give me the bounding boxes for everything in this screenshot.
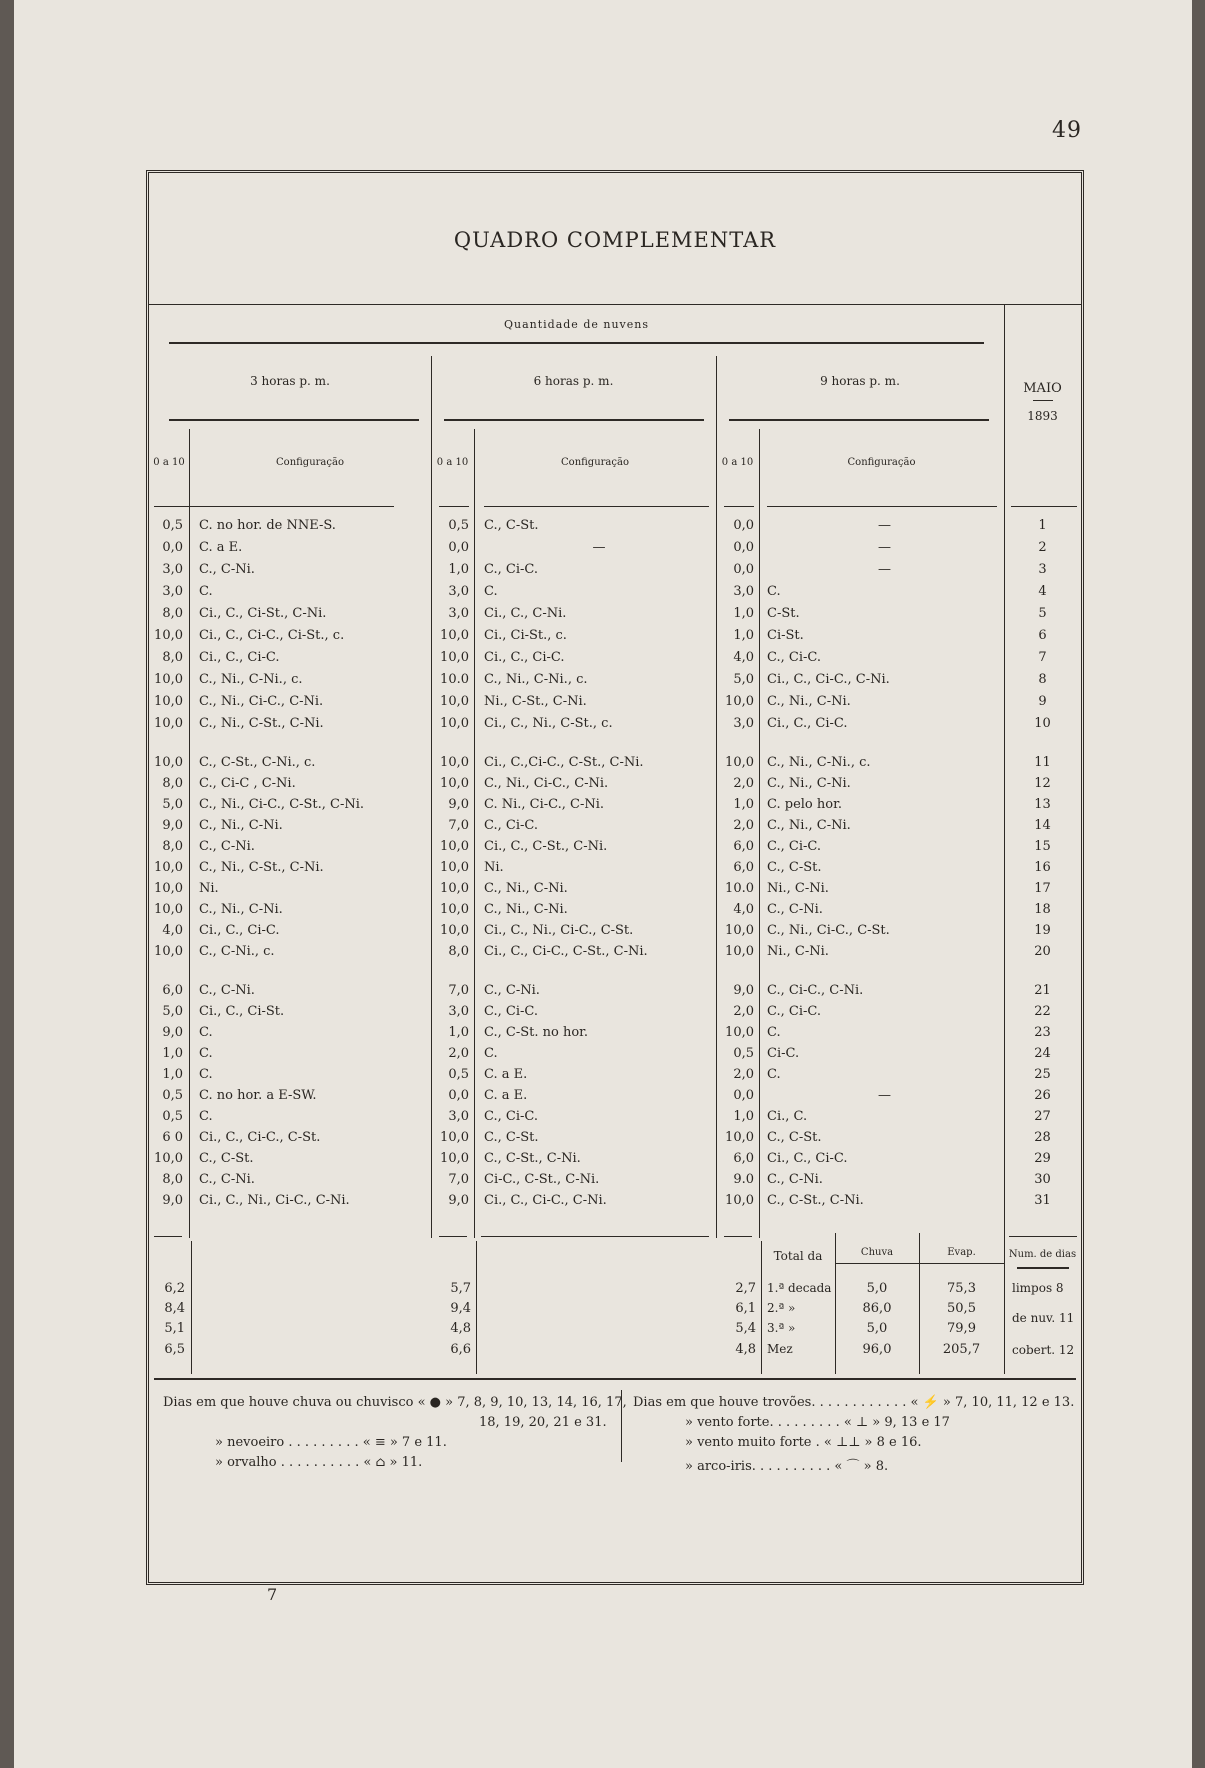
config-9pm: — bbox=[878, 518, 891, 533]
amount-9pm: 1,0 bbox=[733, 628, 754, 643]
day-number: 18 bbox=[1034, 902, 1051, 917]
evap-value: 205,7 bbox=[942, 1342, 981, 1357]
amount-9pm: 0,0 bbox=[733, 540, 754, 555]
config-6pm: C., Ci-C. bbox=[484, 562, 538, 577]
config-3pm: C., Ni., C-Ni., c. bbox=[199, 672, 303, 687]
day-number: 24 bbox=[1034, 1046, 1051, 1061]
amount-6pm: 0,0 bbox=[448, 540, 469, 555]
config-3pm: C. no hor. de NNE-S. bbox=[199, 518, 336, 533]
config-head-3pm: Configuração bbox=[276, 457, 344, 468]
amount-6pm: 3,0 bbox=[448, 606, 469, 621]
amount-3pm: 3,0 bbox=[162, 562, 183, 577]
config-6pm: C., C-St. bbox=[484, 518, 539, 533]
day-number: 13 bbox=[1034, 797, 1051, 812]
amount-3pm: 10,0 bbox=[154, 628, 183, 643]
amount-6pm: 7,0 bbox=[448, 1172, 469, 1187]
config-3pm: C., C-St. bbox=[199, 1151, 254, 1166]
footer-left-2: 18, 19, 20, 21 e 31. bbox=[479, 1415, 607, 1430]
sub-rule-9pm bbox=[759, 429, 760, 1238]
config-9pm: C., C-St. bbox=[767, 860, 822, 875]
mean-6pm: 6,6 bbox=[450, 1342, 471, 1357]
totals-head-total: Total da bbox=[773, 1249, 823, 1263]
amount-9pm: 5,0 bbox=[733, 672, 754, 687]
config-9pm: Ni., C-Ni. bbox=[767, 881, 829, 896]
day-number: 10 bbox=[1034, 716, 1051, 731]
config-6pm: C. a E. bbox=[484, 1067, 528, 1082]
chuva-value: 86,0 bbox=[862, 1301, 892, 1316]
day-number: 22 bbox=[1034, 1004, 1051, 1019]
evap-value: 50,5 bbox=[947, 1301, 976, 1316]
config-6pm: Ci-C., C-St., C-Ni. bbox=[484, 1172, 600, 1187]
period-label: 1.ª decada bbox=[767, 1281, 832, 1295]
amount-3pm: 8,0 bbox=[162, 650, 183, 665]
config-3pm: C. bbox=[199, 1067, 213, 1082]
config-6pm: Ci., C., Ci-C., C-Ni. bbox=[484, 1193, 607, 1208]
amount-9pm: 6,0 bbox=[733, 839, 754, 854]
amount-6pm: 10,0 bbox=[440, 776, 469, 791]
amount-6pm: 3,0 bbox=[448, 1004, 469, 1019]
amount-9pm: 10,0 bbox=[725, 755, 754, 770]
config-3pm: C., C-Ni. bbox=[199, 562, 255, 577]
footer-right-2: » vento forte. . . . . . . . . « ⊥ » 9, 13 e 17 bbox=[685, 1415, 950, 1430]
config-9pm: Ci-C. bbox=[767, 1046, 800, 1061]
day-number: 29 bbox=[1034, 1151, 1051, 1166]
head-bottom-6 bbox=[1011, 506, 1077, 507]
day-number: 30 bbox=[1034, 1172, 1051, 1187]
footer-left-4: » orvalho . . . . . . . . . . « ⌂ » 11. bbox=[215, 1455, 423, 1470]
config-9pm: C. pelo hor. bbox=[767, 797, 842, 812]
config-9pm: C. bbox=[767, 584, 781, 599]
amount-6pm: 1,0 bbox=[448, 562, 469, 577]
amount-9pm: 4,0 bbox=[733, 650, 754, 665]
config-6pm: — bbox=[592, 540, 606, 555]
day-number: 16 bbox=[1034, 860, 1051, 875]
day-number: 4 bbox=[1038, 584, 1047, 599]
amount-3pm: 9,0 bbox=[162, 818, 183, 833]
config-9pm: C., Ci-C. bbox=[767, 650, 821, 665]
amount-6pm: 10.0 bbox=[440, 672, 469, 687]
amount-9pm: 1,0 bbox=[733, 797, 754, 812]
amount-6pm: 10,0 bbox=[440, 902, 469, 917]
amount-9pm: 6,0 bbox=[733, 860, 754, 875]
tot-vrule-1 bbox=[191, 1241, 192, 1374]
config-3pm: C. bbox=[199, 584, 213, 599]
mean-9pm: 4,8 bbox=[735, 1342, 756, 1357]
totals-head-chuva: Chuva bbox=[860, 1247, 894, 1258]
config-3pm: C., C-Ni. bbox=[199, 1172, 255, 1187]
amount-3pm: 10,0 bbox=[154, 902, 183, 917]
amount-3pm: 6,0 bbox=[162, 983, 183, 998]
day-number: 9 bbox=[1038, 694, 1047, 709]
config-6pm: C., Ni., C-Ni. bbox=[484, 902, 568, 917]
amount-9pm: 9,0 bbox=[733, 983, 754, 998]
config-3pm: C. bbox=[199, 1046, 213, 1061]
amount-6pm: 9,0 bbox=[448, 1193, 469, 1208]
config-3pm: C., Ni., Ci-C., C-Ni. bbox=[199, 694, 324, 709]
footer-right-1: Dias em que houve trovões. . . . . . . . . . . . « ⚡ » 7, 10, 11, 12 e 13. bbox=[633, 1395, 1075, 1410]
config-9pm: C., Ni., C-Ni., c. bbox=[767, 755, 871, 770]
config-6pm: C. Ni., Ci-C., C-Ni. bbox=[484, 797, 605, 812]
footer-right-4: » arco-iris. . . . . . . . . . « ⌒ » 8. bbox=[685, 1459, 889, 1474]
amount-9pm: 10,0 bbox=[725, 694, 754, 709]
amount-9pm: 2,0 bbox=[733, 1004, 754, 1019]
config-9pm: C., C-St. bbox=[767, 1130, 822, 1145]
totals-head-rule bbox=[835, 1263, 1005, 1264]
config-9pm: Ci-St. bbox=[767, 628, 804, 643]
totals-rule-3 bbox=[481, 1236, 709, 1237]
amount-9pm: 3,0 bbox=[733, 716, 754, 731]
group-swash-2 bbox=[444, 418, 704, 422]
config-6pm: C. a E. bbox=[484, 1088, 528, 1103]
amount-6pm: 10,0 bbox=[440, 628, 469, 643]
config-9pm: C., Ci-C. bbox=[767, 1004, 821, 1019]
mean-9pm: 5,4 bbox=[735, 1321, 756, 1336]
amount-6pm: 10,0 bbox=[440, 1151, 469, 1166]
config-9pm: Ci., C., Ci-C. bbox=[767, 716, 848, 731]
day-number: 25 bbox=[1034, 1067, 1051, 1082]
footer-rule bbox=[154, 1378, 1076, 1380]
totals-rule-1 bbox=[154, 1236, 182, 1237]
amount-head-6pm: 0 a 10 bbox=[436, 457, 469, 468]
amount-6pm: 8,0 bbox=[448, 944, 469, 959]
day-number: 19 bbox=[1034, 923, 1051, 938]
amount-3pm: 8,0 bbox=[162, 839, 183, 854]
amount-6pm: 10,0 bbox=[440, 881, 469, 896]
config-3pm: C. a E. bbox=[199, 540, 243, 555]
totals-head-evap: Evap. bbox=[947, 1247, 976, 1258]
amount-3pm: 10,0 bbox=[154, 755, 183, 770]
sub-rule-3pm bbox=[189, 429, 190, 1238]
day-number: 26 bbox=[1034, 1088, 1051, 1103]
config-9pm: — bbox=[878, 540, 891, 555]
amount-9pm: 1,0 bbox=[733, 1109, 754, 1124]
config-9pm: C., Ni., C-Ni. bbox=[767, 694, 851, 709]
amount-9pm: 4,0 bbox=[733, 902, 754, 917]
mean-6pm: 5,7 bbox=[450, 1281, 471, 1296]
amount-3pm: 10,0 bbox=[154, 944, 183, 959]
amount-9pm: 2,0 bbox=[733, 1067, 754, 1082]
config-3pm: Ci., C., Ci-St., C-Ni. bbox=[199, 606, 327, 621]
amount-3pm: 6 0 bbox=[162, 1130, 183, 1145]
config-6pm: Ci., Ci-St., c. bbox=[484, 628, 567, 643]
day-number: 15 bbox=[1034, 839, 1051, 854]
day-number: 21 bbox=[1034, 983, 1051, 998]
mean-9pm: 2,7 bbox=[735, 1281, 756, 1296]
config-9pm: C-St. bbox=[767, 606, 800, 621]
config-9pm: C., C-Ni. bbox=[767, 902, 823, 917]
config-head-9pm: Configuração bbox=[847, 457, 916, 468]
day-number: 2 bbox=[1038, 540, 1047, 555]
amount-6pm: 0,5 bbox=[448, 518, 469, 533]
amount-3pm: 10,0 bbox=[154, 716, 183, 731]
config-3pm: C., Ni., C-St., C-Ni. bbox=[199, 860, 324, 875]
config-6pm: Ni. bbox=[484, 860, 504, 875]
amount-9pm: 0,0 bbox=[733, 518, 754, 533]
amount-6pm: 1,0 bbox=[448, 1025, 469, 1040]
config-3pm: C., Ni., C-St., C-Ni. bbox=[199, 716, 324, 731]
config-9pm: C., C-Ni. bbox=[767, 1172, 823, 1187]
amount-3pm: 10,0 bbox=[154, 672, 183, 687]
amount-3pm: 0,5 bbox=[162, 1109, 183, 1124]
config-9pm: C., Ni., Ci-C., C-St. bbox=[767, 923, 890, 938]
mean-9pm: 6,1 bbox=[735, 1301, 756, 1316]
amount-3pm: 0,0 bbox=[162, 540, 183, 555]
config-6pm: C., Ni., Ci-C., C-Ni. bbox=[484, 776, 609, 791]
head-bottom-2 bbox=[439, 506, 469, 507]
config-6pm: C., Ci-C. bbox=[484, 1004, 538, 1019]
mean-6pm: 9,4 bbox=[450, 1301, 471, 1316]
config-6pm: Ci., C., C-Ni. bbox=[484, 606, 567, 621]
amount-6pm: 10,0 bbox=[440, 755, 469, 770]
nuvens-count: de nuv. 11 bbox=[1012, 1311, 1075, 1325]
evap-value: 79,9 bbox=[947, 1321, 976, 1336]
config-6pm: C., C-St. no hor. bbox=[484, 1025, 589, 1040]
config-6pm: Ci., C., C-St., C-Ni. bbox=[484, 839, 608, 854]
group-6pm: 6 horas p. m. bbox=[533, 374, 614, 388]
amount-head-3pm: 0 a 10 bbox=[153, 457, 185, 468]
mean-3pm: 6,2 bbox=[164, 1281, 185, 1296]
group-swash-3 bbox=[729, 418, 989, 422]
config-6pm: Ci., C., Ci-C., C-St., C-Ni. bbox=[484, 944, 648, 959]
footer-left-3: » nevoeiro . . . . . . . . . « ≡ » 7 e 11. bbox=[215, 1435, 447, 1450]
totals-rule-2 bbox=[439, 1236, 467, 1237]
amount-9pm: 2,0 bbox=[733, 776, 754, 791]
config-3pm: Ci., C., Ci-C., Ci-St., c. bbox=[199, 628, 345, 643]
config-3pm: Ci., C., Ci-C. bbox=[199, 650, 280, 665]
config-3pm: Ci., C., Ci-C. bbox=[199, 923, 280, 938]
config-6pm: C. bbox=[484, 1046, 498, 1061]
config-6pm: Ci., C., Ni., C-St., c. bbox=[484, 716, 613, 731]
evap-value: 75,3 bbox=[947, 1281, 976, 1296]
day-number: 11 bbox=[1034, 755, 1051, 770]
config-9pm: C. bbox=[767, 1067, 781, 1082]
config-9pm: Ni., C-Ni. bbox=[767, 944, 829, 959]
amount-6pm: 10,0 bbox=[440, 1130, 469, 1145]
title-rule bbox=[149, 304, 1081, 305]
period-label: 3.ª » bbox=[767, 1321, 796, 1335]
day-number: 17 bbox=[1034, 881, 1051, 896]
config-9pm: — bbox=[878, 1088, 891, 1103]
page-sheet bbox=[14, 0, 1192, 1768]
sub-rule-6pm bbox=[474, 429, 475, 1238]
mean-3pm: 5,1 bbox=[164, 1321, 185, 1336]
config-head-6pm: Configuração bbox=[561, 457, 629, 468]
day-number: 23 bbox=[1034, 1025, 1051, 1040]
day-number: 27 bbox=[1034, 1109, 1051, 1124]
amount-3pm: 3,0 bbox=[162, 584, 183, 599]
num-swash bbox=[1017, 1266, 1069, 1270]
amount-3pm: 10,0 bbox=[154, 860, 183, 875]
config-3pm: C. bbox=[199, 1109, 213, 1124]
group-3pm: 3 horas p. m. bbox=[250, 374, 330, 388]
table-frame bbox=[146, 170, 1084, 1585]
config-9pm: C., Ni., C-Ni. bbox=[767, 776, 851, 791]
amount-3pm: 10,0 bbox=[154, 694, 183, 709]
period-label: 2.ª » bbox=[767, 1301, 796, 1315]
amount-6pm: 10,0 bbox=[440, 650, 469, 665]
day-number: 14 bbox=[1034, 818, 1051, 833]
amount-9pm: 0,0 bbox=[733, 562, 754, 577]
config-3pm: C. no hor. a E-SW. bbox=[199, 1088, 317, 1103]
quantity-swash bbox=[169, 341, 984, 345]
month-underline bbox=[1033, 400, 1053, 401]
config-6pm: Ci., C., Ni., Ci-C., C-St. bbox=[484, 923, 634, 938]
amount-9pm: 1,0 bbox=[733, 606, 754, 621]
cobertos-count: cobert. 12 bbox=[1012, 1343, 1075, 1357]
amount-6pm: 0,0 bbox=[448, 1088, 469, 1103]
amount-3pm: 0,5 bbox=[162, 1088, 183, 1103]
amount-3pm: 8,0 bbox=[162, 1172, 183, 1187]
config-3pm: C. bbox=[199, 1025, 213, 1040]
day-number: 5 bbox=[1038, 606, 1047, 621]
group-swash-1 bbox=[169, 418, 419, 422]
config-9pm: — bbox=[878, 562, 891, 577]
head-bottom-1 bbox=[154, 506, 394, 507]
config-6pm: C., Ni., C-Ni., c. bbox=[484, 672, 588, 687]
amount-3pm: 4,0 bbox=[162, 923, 183, 938]
config-6pm: C., C-Ni. bbox=[484, 983, 540, 998]
config-6pm: C., Ci-C. bbox=[484, 1109, 538, 1124]
chuva-value: 5,0 bbox=[866, 1281, 888, 1296]
amount-3pm: 5,0 bbox=[162, 1004, 183, 1019]
day-number: 31 bbox=[1034, 1193, 1051, 1208]
day-number: 7 bbox=[1038, 650, 1047, 665]
chuva-value: 96,0 bbox=[862, 1342, 892, 1357]
quantity-heading: Quantidade de nuvens bbox=[503, 318, 649, 331]
day-number: 12 bbox=[1034, 776, 1051, 791]
amount-3pm: 9,0 bbox=[162, 1193, 183, 1208]
amount-3pm: 1,0 bbox=[162, 1067, 183, 1082]
config-3pm: C., Ni., Ci-C., C-St., C-Ni. bbox=[199, 797, 365, 812]
config-6pm: Ci., C.,Ci-C., C-St., C-Ni. bbox=[484, 755, 644, 770]
config-6pm: C. bbox=[484, 584, 498, 599]
mean-3pm: 8,4 bbox=[164, 1301, 185, 1316]
month-label: MAIO bbox=[1023, 381, 1062, 396]
config-9pm: C., Ci-C., C-Ni. bbox=[767, 983, 864, 998]
mean-6pm: 4,8 bbox=[450, 1321, 471, 1336]
amount-3pm: 10,0 bbox=[154, 1151, 183, 1166]
config-6pm: C., Ci-C. bbox=[484, 818, 538, 833]
amount-head-9pm: 0 a 10 bbox=[721, 457, 754, 468]
config-6pm: Ni., C-St., C-Ni. bbox=[484, 694, 587, 709]
amount-3pm: 8,0 bbox=[162, 776, 183, 791]
config-3pm: Ci., C., Ci-C., C-St. bbox=[199, 1130, 321, 1145]
amount-9pm: 9.0 bbox=[733, 1172, 754, 1187]
config-9pm: C., C-St., C-Ni. bbox=[767, 1193, 864, 1208]
day-number: 3 bbox=[1038, 562, 1047, 577]
amount-3pm: 8,0 bbox=[162, 606, 183, 621]
amount-6pm: 10,0 bbox=[440, 716, 469, 731]
amount-9pm: 10,0 bbox=[725, 1193, 754, 1208]
config-3pm: C., Ni., C-Ni. bbox=[199, 818, 283, 833]
config-3pm: Ni. bbox=[199, 881, 219, 896]
config-6pm: C., C-St. bbox=[484, 1130, 539, 1145]
page-number: 49 bbox=[1052, 118, 1082, 143]
group-9pm: 9 horas p. m. bbox=[820, 374, 900, 388]
config-9pm: Ci., C. bbox=[767, 1109, 808, 1124]
day-number: 8 bbox=[1038, 672, 1047, 687]
table-title: QUADRO COMPLEMENTAR bbox=[453, 228, 777, 252]
amount-6pm: 3,0 bbox=[448, 1109, 469, 1124]
config-3pm: C., C-Ni. bbox=[199, 983, 255, 998]
amount-6pm: 10,0 bbox=[440, 839, 469, 854]
amount-3pm: 0,5 bbox=[162, 518, 183, 533]
footer-left-1: Dias em que houve chuva ou chuvisco « ● » 7, 8, 9, 10, 13, 14, 16, 17, bbox=[163, 1395, 627, 1410]
config-3pm: C., C-Ni. bbox=[199, 839, 255, 854]
amount-9pm: 2,0 bbox=[733, 818, 754, 833]
config-9pm: C. bbox=[767, 1025, 781, 1040]
config-3pm: C., Ni., C-Ni. bbox=[199, 902, 283, 917]
period-label: Mez bbox=[767, 1342, 793, 1356]
footer-right-3: » vento muito forte . « ⊥⊥ » 8 e 16. bbox=[685, 1435, 922, 1450]
config-3pm: C., C-Ni., c. bbox=[199, 944, 275, 959]
amount-6pm: 0,5 bbox=[448, 1067, 469, 1082]
config-6pm: Ci., C., Ci-C. bbox=[484, 650, 565, 665]
limpos-count: limpos 8 bbox=[1012, 1281, 1064, 1295]
amount-6pm: 7,0 bbox=[448, 818, 469, 833]
amount-6pm: 9,0 bbox=[448, 797, 469, 812]
day-number: 1 bbox=[1038, 518, 1047, 533]
config-9pm: Ci., C., Ci-C. bbox=[767, 1151, 848, 1166]
amount-9pm: 10.0 bbox=[725, 881, 754, 896]
amount-9pm: 10,0 bbox=[725, 944, 754, 959]
config-6pm: C., Ni., C-Ni. bbox=[484, 881, 568, 896]
amount-9pm: 0,5 bbox=[733, 1046, 754, 1061]
chuva-value: 5,0 bbox=[866, 1321, 888, 1336]
amount-9pm: 3,0 bbox=[733, 584, 754, 599]
day-number: 6 bbox=[1038, 628, 1047, 643]
amount-3pm: 9,0 bbox=[162, 1025, 183, 1040]
mean-3pm: 6,5 bbox=[164, 1342, 185, 1357]
totals-rule-4 bbox=[724, 1236, 752, 1237]
head-bottom-4 bbox=[724, 506, 754, 507]
amount-6pm: 10,0 bbox=[440, 923, 469, 938]
amount-6pm: 2,0 bbox=[448, 1046, 469, 1061]
day-number: 20 bbox=[1034, 944, 1051, 959]
totals-rule-5 bbox=[1009, 1236, 1077, 1237]
head-bottom-3 bbox=[484, 506, 709, 507]
amount-9pm: 6,0 bbox=[733, 1151, 754, 1166]
config-3pm: Ci., C., Ci-St. bbox=[199, 1004, 285, 1019]
amount-6pm: 3,0 bbox=[448, 584, 469, 599]
config-9pm: C., Ci-C. bbox=[767, 839, 821, 854]
config-3pm: C., Ci-C , C-Ni. bbox=[199, 776, 296, 791]
head-bottom-5 bbox=[767, 506, 997, 507]
config-9pm: C., Ni., C-Ni. bbox=[767, 818, 851, 833]
amount-3pm: 1,0 bbox=[162, 1046, 183, 1061]
sheet-number: 7 bbox=[267, 1585, 278, 1604]
amount-3pm: 5,0 bbox=[162, 797, 183, 812]
amount-6pm: 10,0 bbox=[440, 694, 469, 709]
tot-vrule-2 bbox=[476, 1241, 477, 1374]
config-9pm: Ci., C., Ci-C., C-Ni. bbox=[767, 672, 890, 687]
amount-9pm: 0,0 bbox=[733, 1088, 754, 1103]
amount-3pm: 10,0 bbox=[154, 881, 183, 896]
amount-9pm: 10,0 bbox=[725, 1130, 754, 1145]
config-3pm: Ci., C., Ni., Ci-C., C-Ni. bbox=[199, 1193, 350, 1208]
amount-9pm: 10,0 bbox=[725, 923, 754, 938]
config-3pm: C., C-St., C-Ni., c. bbox=[199, 755, 316, 770]
totals-head-num: Num. de dias bbox=[1008, 1249, 1077, 1260]
day-number: 28 bbox=[1034, 1130, 1051, 1145]
config-6pm: C., C-St., C-Ni. bbox=[484, 1151, 581, 1166]
year-label: 1893 bbox=[1027, 409, 1058, 423]
amount-6pm: 7,0 bbox=[448, 983, 469, 998]
amount-9pm: 10,0 bbox=[725, 1025, 754, 1040]
amount-6pm: 10,0 bbox=[440, 860, 469, 875]
